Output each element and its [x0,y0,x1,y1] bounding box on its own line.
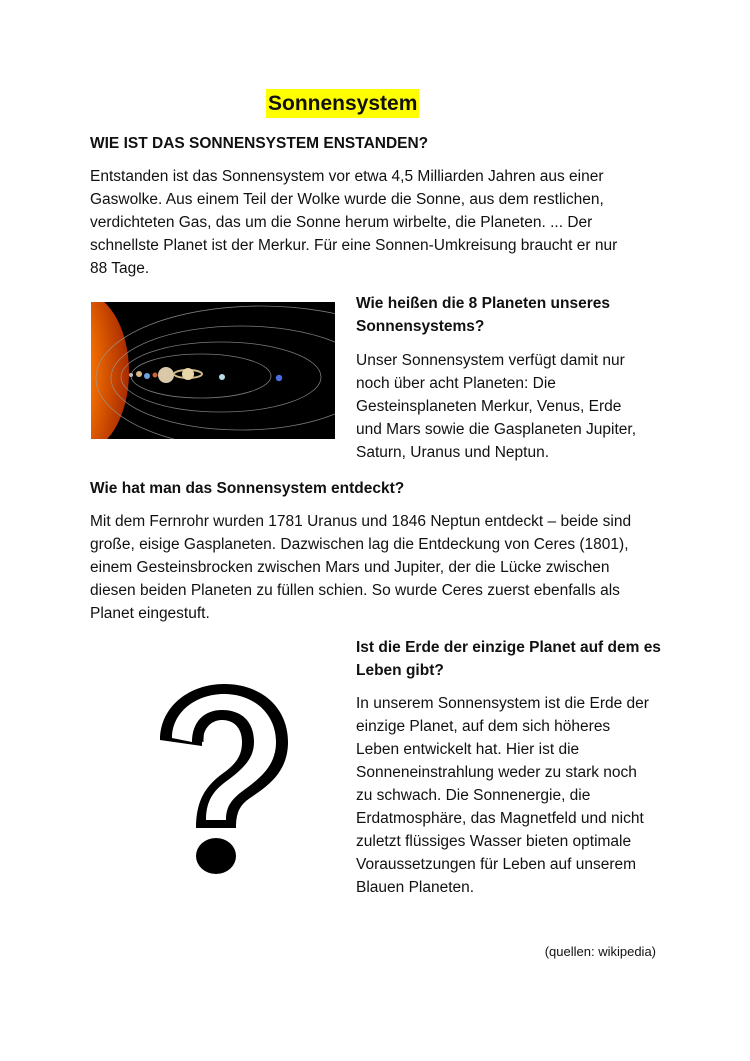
text-line: Saturn, Uranus und Neptun. [356,444,550,461]
heading-origin: WIE IST DAS SONNENSYSTEM ENSTANDEN? [90,135,429,152]
text-line: Entstanden ist das Sonnensystem vor etwa 4,5 Milliarden Jahren aus einer [90,168,604,185]
text-line: zuletzt flüssiges Wasser bieten optimale [356,833,632,850]
text-line: einem Gesteinsbrocken zwischen Mars und Jupiter, der die Lücke zwischen [90,559,610,576]
text-line: Gesteinsplaneten Merkur, Venus, Erde [356,398,622,415]
text-line: Erdatmosphäre, das Magnetfeld und nicht [356,810,644,827]
text-line: schnellste Planet ist der Merkur. Für eine Sonnen-Umkreisung braucht er nur [90,237,618,254]
solar-system-image [91,302,335,439]
text-line: zu schwach. Die Sonnenergie, die [356,787,591,804]
text-line: große, eisige Gasplaneten. Dazwischen lag die Entdeckung von Ceres (1801), [90,536,629,553]
text-line: und Mars sowie die Gasplaneten Jupiter, [356,421,637,438]
text-line: einzige Planet, auf dem sich höheres [356,718,611,735]
heading-line: Wie heißen die 8 Planeten unseres [356,295,610,312]
text-line: verdichteten Gas, das um die Sonne herum wirbelte, die Planeten. ... Der [90,214,593,231]
text-line: diesen beiden Planeten zu füllen schien. So wurde Ceres zuerst ebenfalls als [90,582,620,599]
question-dot-shape [196,838,236,874]
text-line: In unserem Sonnensystem ist die Erde der [356,695,649,712]
heading-line: Ist die Erde der einzige Planet auf dem es [356,639,661,656]
heading-line: Sonnensystems? [356,318,485,335]
text-line: Unser Sonnensystem verfügt damit nur [356,352,625,369]
heading-line: Leben gibt? [356,662,444,679]
text-line: Sonneneinstrahlung weder zu stark noch [356,764,637,781]
paragraph-planets [356,349,666,464]
paragraph-life [356,692,666,899]
paragraph-discovery [90,510,690,625]
text-line: Blauen Planeten. [356,879,475,896]
heading-planets [356,292,666,338]
text-line: Mit dem Fernrohr wurden 1781 Uranus und 1846 Neptun entdeckt – beide sind [90,513,632,530]
text-line: 88 Tage. [90,260,150,277]
text-line: Gaswolke. Aus einem Teil der Wolke wurde die Sonne, aus dem restlichen, [90,191,604,208]
question-mark-icon [150,680,290,880]
text-line: Leben entwickelt hat. Hier ist die [356,741,580,758]
text-line: noch über acht Planeten: Die [356,375,556,392]
text-line: Planet eingestuft. [90,605,210,622]
source-note: (quellen: wikipedia) [544,944,656,959]
paragraph-origin [90,165,690,280]
saturn-shape [182,368,194,380]
page-title: Sonnensystem [266,89,419,118]
jupiter-shape [158,367,174,383]
heading-discovery: Wie hat man das Sonnensystem entdeckt? [90,480,405,497]
text-line: Voraussetzungen für Leben auf unserem [356,856,637,873]
heading-life [356,636,666,682]
